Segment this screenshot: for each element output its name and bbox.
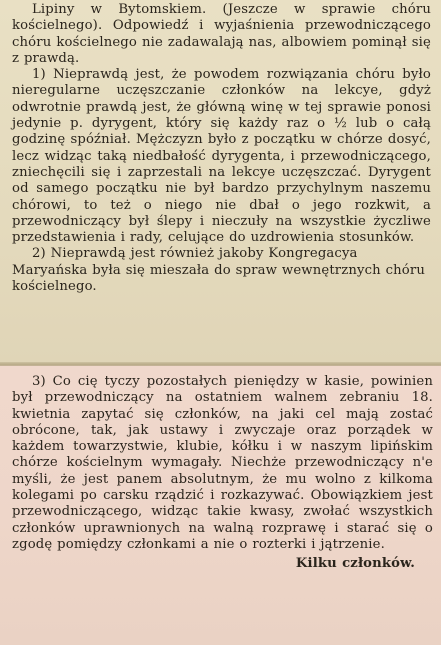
newspaper-clipping-bottom [0, 366, 441, 645]
article-point-2: 2) Nieprawdą jest również jakoby Kongregacya Maryańska była się mieszała do spraw wewnętrznych chóru kościelnego. [12, 246, 425, 295]
article-point-3: 3) Co cię tyczy pozostałych pieniędzy w kasie, powinien był przewodniczący na ostatniem walnem zebraniu 18. kwietnia zapytać się członków, na jaki cel mają zostać obrócone, tak, jak ustawy i zwyczaje oraz porządek w każdem towarzystwie, klubie, kółku i w naszym lipińskim chórze kościelnym wymagały. Niechże przewodniczący n'e myśli, że jest panem absolutnym, że mu wolno z kilkoma kolegami po carsku rządzić i rozkazywać. Obowiązkiem jest przewodniczącego, widząc takie kwasy, zwołać wszystkich członków uprawnionych na walną rozprawę i starać się o zgodę pomiędzy członkami a nie o rozterki i jątrzenie. [12, 374, 433, 552]
article-intro: Lipiny w Bytomskiem. (Jeszcze w sprawie chóru kościelnego). Odpowiedź i wyjaśnienia przewodniczącego chóru kościelnego nie zadawalają nas, albowiem pominął się z prawdą. [12, 2, 431, 66]
article-point-1: 1) Nieprawdą jest, że powodem rozwiązania chóru było nieregularne uczęszczanie członków na lekcye, gdyż odwrotnie prawdą jest, że główną winę w tej sprawie ponosi jedynie p. dyrygent, który się każdy raz o ½ lub o całą godzinę spóźniał. Mężczyzn było z początku w chórze dosyć, lecz widząc taką niedbałość dyrygenta, i przewodniczącego, zniechęcili się i zaprzestali na lekcye uczęszczać. Dyrygent od samego początku nie był bardzo przychylnym naszemu chórowi, to też o niego nie dbał o jego rozkwit, a przewodniczący był ślepy i nieczuły na wszystkie życzliwe przedstawienia i rady, celujące do uzdrowienia stosunków. [12, 67, 431, 246]
article-signature: Kilku członków. [295, 556, 415, 572]
